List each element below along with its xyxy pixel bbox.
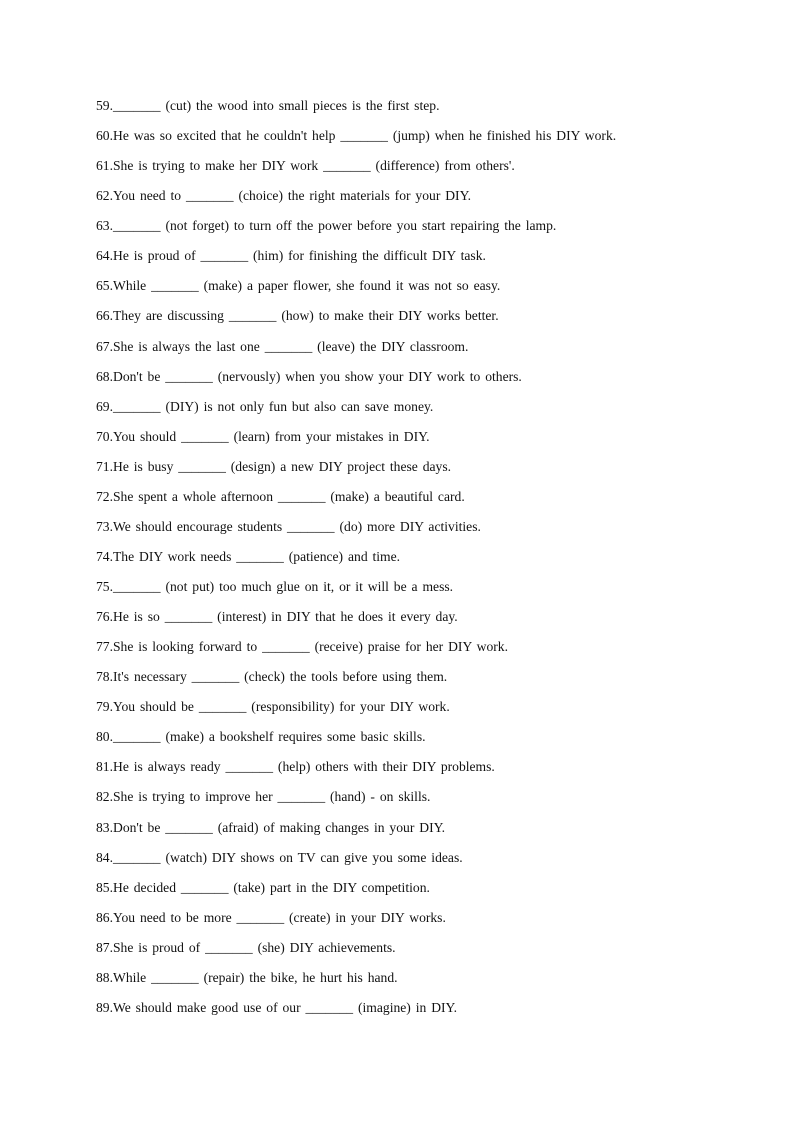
question-number: 62. bbox=[96, 188, 113, 204]
question-item bbox=[96, 425, 756, 455]
question-number: 79. bbox=[96, 699, 113, 715]
question-number: 69. bbox=[96, 398, 113, 414]
question-text: He is so _______ (interest) in DIY that he does it every day. bbox=[113, 609, 458, 625]
question-text: She is trying to make her DIY work _______ (difference) from others'. bbox=[113, 158, 515, 174]
question-item bbox=[96, 816, 756, 846]
question-number: 70. bbox=[96, 428, 113, 444]
question-item bbox=[96, 575, 756, 605]
question-item bbox=[96, 725, 756, 755]
question-text: He decided _______ (take) part in the DIY competition. bbox=[113, 879, 430, 895]
question-number: 72. bbox=[96, 488, 113, 504]
question-number: 65. bbox=[96, 278, 113, 294]
question-text: _______ (watch) DIY shows on TV can give you some ideas. bbox=[113, 849, 463, 865]
question-text: She is always the last one _______ (leave) the DIY classroom. bbox=[113, 338, 469, 354]
question-number: 71. bbox=[96, 458, 113, 474]
question-item bbox=[96, 996, 756, 1026]
question-number: 85. bbox=[96, 879, 113, 895]
question-item bbox=[96, 214, 756, 244]
question-text: She is trying to improve her _______ (hand) - on skills. bbox=[113, 789, 431, 805]
question-item bbox=[96, 876, 756, 906]
question-text: She spent a whole afternoon _______ (make) a beautiful card. bbox=[113, 488, 465, 504]
question-item bbox=[96, 515, 756, 545]
question-text: _______ (not forget) to turn off the power before you start repairing the lamp. bbox=[113, 218, 557, 234]
question-item bbox=[96, 244, 756, 274]
question-number: 64. bbox=[96, 248, 113, 264]
question-item bbox=[96, 906, 756, 936]
question-number: 76. bbox=[96, 609, 113, 625]
question-text: While _______ (make) a paper flower, she found it was not so easy. bbox=[113, 278, 501, 294]
question-text: He is busy _______ (design) a new DIY project these days. bbox=[113, 458, 452, 474]
question-number: 68. bbox=[96, 368, 113, 384]
question-text: The DIY work needs _______ (patience) and time. bbox=[113, 548, 401, 564]
question-item bbox=[96, 936, 756, 966]
question-number: 89. bbox=[96, 999, 113, 1015]
question-item bbox=[96, 846, 756, 876]
question-number: 81. bbox=[96, 759, 113, 775]
question-text: She is looking forward to _______ (receive) praise for her DIY work. bbox=[113, 639, 509, 655]
question-text: Don't be _______ (nervously) when you show your DIY work to others. bbox=[113, 368, 522, 384]
question-text: He was so excited that he couldn't help _______ (jump) when he finished his DIY work. bbox=[113, 128, 617, 144]
question-text: He is proud of _______ (him) for finishing the difficult DIY task. bbox=[113, 248, 486, 264]
question-text: You need to be more _______ (create) in your DIY works. bbox=[113, 909, 446, 925]
question-text: _______ (make) a bookshelf requires some basic skills. bbox=[113, 729, 426, 745]
question-text: Don't be _______ (afraid) of making changes in your DIY. bbox=[113, 819, 446, 835]
question-item bbox=[96, 274, 756, 304]
question-item bbox=[96, 335, 756, 365]
question-item bbox=[96, 695, 756, 725]
question-item bbox=[96, 455, 756, 485]
question-number: 67. bbox=[96, 338, 113, 354]
question-number: 75. bbox=[96, 579, 113, 594]
question-text: We should encourage students _______ (do) more DIY activities. bbox=[113, 518, 481, 534]
question-text: _______ (not put) too much glue on it, or it will be a mess. bbox=[113, 579, 454, 594]
question-item bbox=[96, 154, 756, 184]
question-number: 87. bbox=[96, 939, 113, 955]
question-number: 84. bbox=[96, 849, 113, 865]
question-number: 61. bbox=[96, 158, 113, 174]
question-text: He is always ready _______ (help) others with their DIY problems. bbox=[113, 759, 495, 775]
question-number: 88. bbox=[96, 969, 113, 985]
question-text: You should _______ (learn) from your mistakes in DIY. bbox=[113, 428, 430, 444]
question-item bbox=[96, 785, 756, 815]
question-text: _______ (cut) the wood into small pieces is the first step. bbox=[113, 98, 440, 113]
question-item bbox=[96, 545, 756, 575]
question-list bbox=[96, 94, 756, 1026]
question-item bbox=[96, 635, 756, 665]
question-text: We should make good use of our _______ (imagine) in DIY. bbox=[113, 999, 458, 1015]
question-number: 73. bbox=[96, 518, 113, 534]
question-item bbox=[96, 365, 756, 395]
question-text: _______ (DIY) is not only fun but also can save money. bbox=[113, 398, 434, 414]
question-item bbox=[96, 94, 756, 124]
question-number: 63. bbox=[96, 218, 113, 234]
question-number: 77. bbox=[96, 639, 113, 655]
question-item bbox=[96, 304, 756, 334]
question-number: 66. bbox=[96, 308, 113, 324]
question-item bbox=[96, 124, 756, 154]
question-number: 59. bbox=[96, 98, 113, 113]
question-text: It's necessary _______ (check) the tools before using them. bbox=[113, 669, 448, 685]
question-item bbox=[96, 184, 756, 214]
question-number: 60. bbox=[96, 128, 113, 144]
question-text: She is proud of _______ (she) DIY achievements. bbox=[113, 939, 396, 955]
question-item bbox=[96, 605, 756, 635]
question-number: 74. bbox=[96, 548, 113, 564]
question-number: 83. bbox=[96, 819, 113, 835]
question-text: You need to _______ (choice) the right materials for your DIY. bbox=[113, 188, 472, 204]
question-number: 78. bbox=[96, 669, 113, 685]
question-number: 80. bbox=[96, 729, 113, 745]
question-number: 86. bbox=[96, 909, 113, 925]
question-item bbox=[96, 485, 756, 515]
question-item bbox=[96, 665, 756, 695]
question-number: 82. bbox=[96, 789, 113, 805]
question-text: You should be _______ (responsibility) for your DIY work. bbox=[113, 699, 450, 715]
question-item bbox=[96, 755, 756, 785]
question-item bbox=[96, 966, 756, 996]
question-text: They are discussing _______ (how) to make their DIY works better. bbox=[113, 308, 499, 324]
question-text: While _______ (repair) the bike, he hurt his hand. bbox=[113, 969, 398, 985]
question-item bbox=[96, 395, 756, 425]
